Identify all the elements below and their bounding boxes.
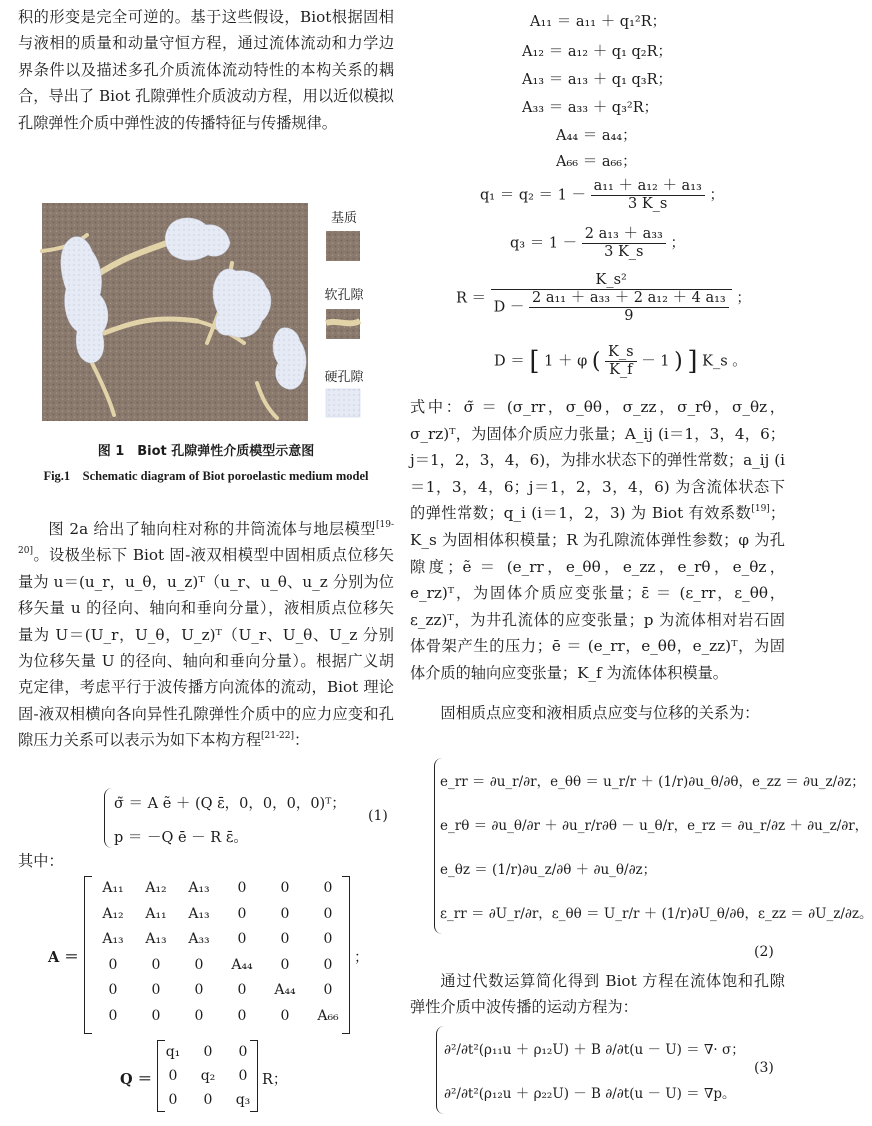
matrix-a-cell: 0: [151, 956, 161, 973]
matrix-q-cell: 0: [238, 1044, 248, 1060]
matrix-a-cell: 0: [280, 905, 290, 922]
eq1-line1: σ̃ ＝ A ẽ ＋ (Q ε̄，0，0，0，0)ᵀ；: [114, 796, 346, 812]
matrix-a-cell: A₁₂: [145, 880, 167, 896]
matrix-a-cell: 0: [280, 956, 290, 973]
matrix-a-cell: A₁₃: [188, 905, 210, 922]
matrix-q-label: Q ＝: [120, 1071, 153, 1088]
matrix-a-cell: 0: [323, 905, 333, 922]
model-text-3: ：: [293, 731, 310, 750]
matrix-q-cell: q₁: [165, 1044, 181, 1060]
matrix-a-cell: 0: [108, 956, 118, 973]
matrix-a-cell: A₁₃: [102, 931, 124, 947]
matrix-a-cell: 0: [323, 931, 333, 947]
figure-illustration: [22, 203, 392, 421]
matrix-a-cell: A₄₄: [274, 982, 296, 998]
model-text-2: 。设极坐标下 Biot 固-液双相模型中固相质点位移矢量为 u＝(u_r，u_θ，u_z)ᵀ（u_r、u_θ、u_z 分别为位移矢量 u 的径向、轴向和垂向分量），液相质点位移矢量为 U＝(U_r，U_θ，U_z)ᵀ（U_r、U_θ、U_z 分别为位移矢量 U 的径向、轴向和垂向分量）。根据广义胡克定律，考虑平行于波传播方向流体的流动，Biot 理论固-液双相横向各向异性孔隙弹性介质中的应力应变和孔隙压力关系可以表示为如下本构方程: [18, 546, 394, 750]
legend-label-hard: 硬孔隙: [324, 370, 364, 385]
eq2-line4: ε_rr ＝ ∂U_r/∂r，ε_θθ ＝ U_r/r ＋ (1/r)∂U_θ/∂θ，ε_zz ＝ ∂U_z/∂z。: [440, 906, 872, 922]
matrix-q-cell: 0: [168, 1092, 178, 1108]
matrix-a-cell: 0: [151, 982, 161, 998]
r-equation: R ＝ K_s² D － $\frac{\text{2 a₁₁ ＋ a₃₃ ＋ 2 a₁₂ ＋ 4 a₁₃}}{9}$ ；: [456, 272, 751, 324]
matrix-q-cell: q₂: [200, 1068, 216, 1084]
coefficient-equation: A₆₆ ＝ a₆₆；: [556, 154, 637, 170]
matrix-a-cell: 0: [194, 1007, 204, 1024]
intro-paragraph: [18, 4, 394, 136]
coefficient-equation: A₁₁ ＝ a₁₁ ＋ q₁²R；: [530, 14, 667, 30]
matrix-q-cell: 0: [203, 1044, 213, 1060]
qizhong-label: 其中：: [18, 852, 64, 870]
matrix-a-cell: A₄₄: [231, 956, 253, 973]
q12-equation: q₁ ＝ q₂ ＝ 1 － $\frac{\text{a₁₁ ＋ a₁₂ ＋ a₁₃}}{3 K\_s}$ ；: [480, 178, 724, 212]
legend-label-matrix: 基质: [330, 211, 358, 226]
eq2-line1: e_rr ＝ ∂u_r/∂r，e_θθ ＝ u_r/r ＋ (1/r)∂u_θ/∂θ，e_zz ＝ ∂u_z/∂z；: [440, 774, 865, 790]
eq2-number: (2): [754, 944, 774, 960]
figure-caption-en: Fig.1 Schematic diagram of Biot poroelastic medium model: [43, 469, 369, 483]
matrix-a-cell: 0: [194, 982, 204, 998]
eq2-line3: e_θz ＝ (1/r)∂u_z/∂θ ＋ ∂u_θ/∂z；: [440, 862, 657, 878]
eq2-line2: e_rθ ＝ ∂u_θ/∂r ＋ ∂u_r/r∂θ － u_θ/r，e_rz ＝ ∂u_r/∂z ＋ ∂u_z/∂r，: [440, 818, 869, 834]
legend-swatch-hard: [326, 389, 360, 417]
model-text-1: 图 2a 给出了轴向柱对称的井筒流体与地层模型: [48, 520, 376, 538]
matrix-a-cell: 0: [237, 1007, 247, 1024]
matrix-a-cell: 0: [237, 905, 247, 922]
matrix-a-cell: 0: [280, 931, 290, 947]
eq3-line2: ∂²/∂t²(ρ₁₂u ＋ ρ₂₂U) － B ∂/∂t(u － U) ＝ ∇p。: [444, 1086, 736, 1102]
matrix-a-cell: A₆₆: [317, 1007, 339, 1024]
coefficient-equation: A₃₃ ＝ a₃₃ ＋ q₃²R；: [522, 100, 659, 116]
eq1-line2: p ＝ －Q ē － R ε̄。: [114, 830, 248, 846]
matrix-a-label: A ＝: [48, 949, 79, 966]
matrix-a-cell: 0: [237, 982, 247, 998]
matrix-a-cell: A₁₁: [145, 905, 167, 922]
model-paragraph: [18, 516, 394, 754]
q3-equation: q₃ ＝ 1 － $\frac{\text{2 a₁₃ ＋ a₃₃}}{3 K\_s}$ ；: [510, 226, 685, 260]
d-equation: D ＝ [ 1 ＋ φ ( $\frac{K\_s}{K\_f}$ － 1 ) ] K_s 。: [494, 344, 747, 378]
matrix-a-cell: 0: [237, 880, 247, 896]
matrix-q-cell: q₃: [235, 1092, 251, 1108]
citation: [19]: [751, 504, 770, 515]
matrix-a-cell: 0: [151, 1007, 161, 1024]
matrix-a-cell: 0: [237, 931, 247, 947]
matrix-a-cell: A₁₃: [188, 880, 210, 896]
strain-intro-paragraph: 固相质点应变和液相质点应变与位移的关系为：: [440, 704, 760, 722]
coefficient-equation: A₄₄ ＝ a₄₄；: [556, 128, 637, 144]
symbols-paragraph: 式中：σ̃ ＝ (σ_rr，σ_θθ，σ_zz，σ_rθ，σ_θz，σ_rz)ᵀ，为固体介质应力张量；A_ij (i＝1，3，4，6；j＝1，2，3，4，6)，为排水状态下的弹性常数；a_ij (i＝1，3，4，6；j＝1，2，3，4，6) 为含流体状态下的弹性常数；q_i (i＝1，2，3) 为 Biot 有效系数[19]；K_s 为固相体积模量；R 为孔隙流体弹性参数；φ 为孔隙度；ẽ ＝ (e_rr，e_θθ，e_zz，e_rθ，e_θz，e_rz)ᵀ，为固体介质应变张量；ε̄ ＝ (ε_rr，ε_θθ，ε_zz)ᵀ，为井孔流体的应变张量；p 为流体相对岩石固体骨架产生的压力；ē ＝ (e_rr，e_θθ，e_zz)ᵀ，为固体介质的轴向应变张量；K_f 为流体体积模量。: [410, 398, 785, 682]
matrix-a-cell: 0: [194, 956, 204, 973]
matrix-a-cell: 0: [108, 1007, 118, 1024]
matrix-q-cell: 0: [203, 1092, 213, 1108]
matrix-a-cell: 0: [323, 880, 333, 896]
figure-biot-model: [22, 203, 392, 421]
matrix-a-cell: 0: [280, 880, 290, 896]
coefficient-equation: A₁₃ ＝ a₁₃ ＋ q₁ q₃R；: [522, 72, 673, 88]
matrix-q-cell: 0: [168, 1068, 178, 1084]
figure-caption-cn: 图 1 Biot 孔隙弹性介质模型示意图: [97, 444, 315, 459]
matrix-a-cell: 0: [108, 982, 118, 998]
matrix-q-cell: 0: [238, 1068, 248, 1084]
eq3-number: (3): [754, 1060, 774, 1076]
matrix-q-end: R；: [262, 1072, 288, 1088]
eq3-line1: ∂²/∂t²(ρ₁₁u ＋ ρ₁₂U) ＋ B ∂/∂t(u － U) ＝ ∇· σ；: [444, 1042, 745, 1058]
citation: [21-22]: [261, 731, 294, 742]
matrix-a-cell: A₃₃: [188, 931, 210, 947]
intro-text: 积的形变是完全可逆的。基于这些假设，Biot根据固相与液相的质量和动量守恒方程，通过流体流动和力学边界条件以及描述多孔介质流体流动特性的本构关系的耦合，导出了 Biot 孔隙弹性介质波动方程，用以近似模拟孔隙弹性介质中弹性波的传播特征与传播规律。: [18, 8, 394, 132]
matrix-a-cell: 0: [280, 1007, 290, 1024]
matrix-a-cell: A₁₃: [145, 931, 167, 947]
matrix-a-cell: 0: [323, 982, 333, 998]
motion-intro-paragraph: 通过代数运算简化得到 Biot 方程在流体饱和孔隙弹性介质中波传播的运动方程为：: [410, 972, 785, 1017]
coefficient-equation: A₁₂ ＝ a₁₂ ＋ q₁ q₂R；: [522, 44, 673, 60]
legend-label-soft: 软孔隙: [324, 288, 364, 303]
eq1-brace: [104, 788, 114, 848]
matrix-a-cell: 0: [323, 956, 333, 973]
legend-swatch-matrix: [326, 231, 360, 261]
eq1-number: (1): [368, 808, 388, 824]
matrix-a-cell: A₁₂: [102, 905, 124, 922]
matrix-a-cell: A₁₁: [102, 880, 124, 896]
matrix-a-end: ；: [354, 950, 369, 966]
citation: [19-20]: [18, 520, 394, 557]
